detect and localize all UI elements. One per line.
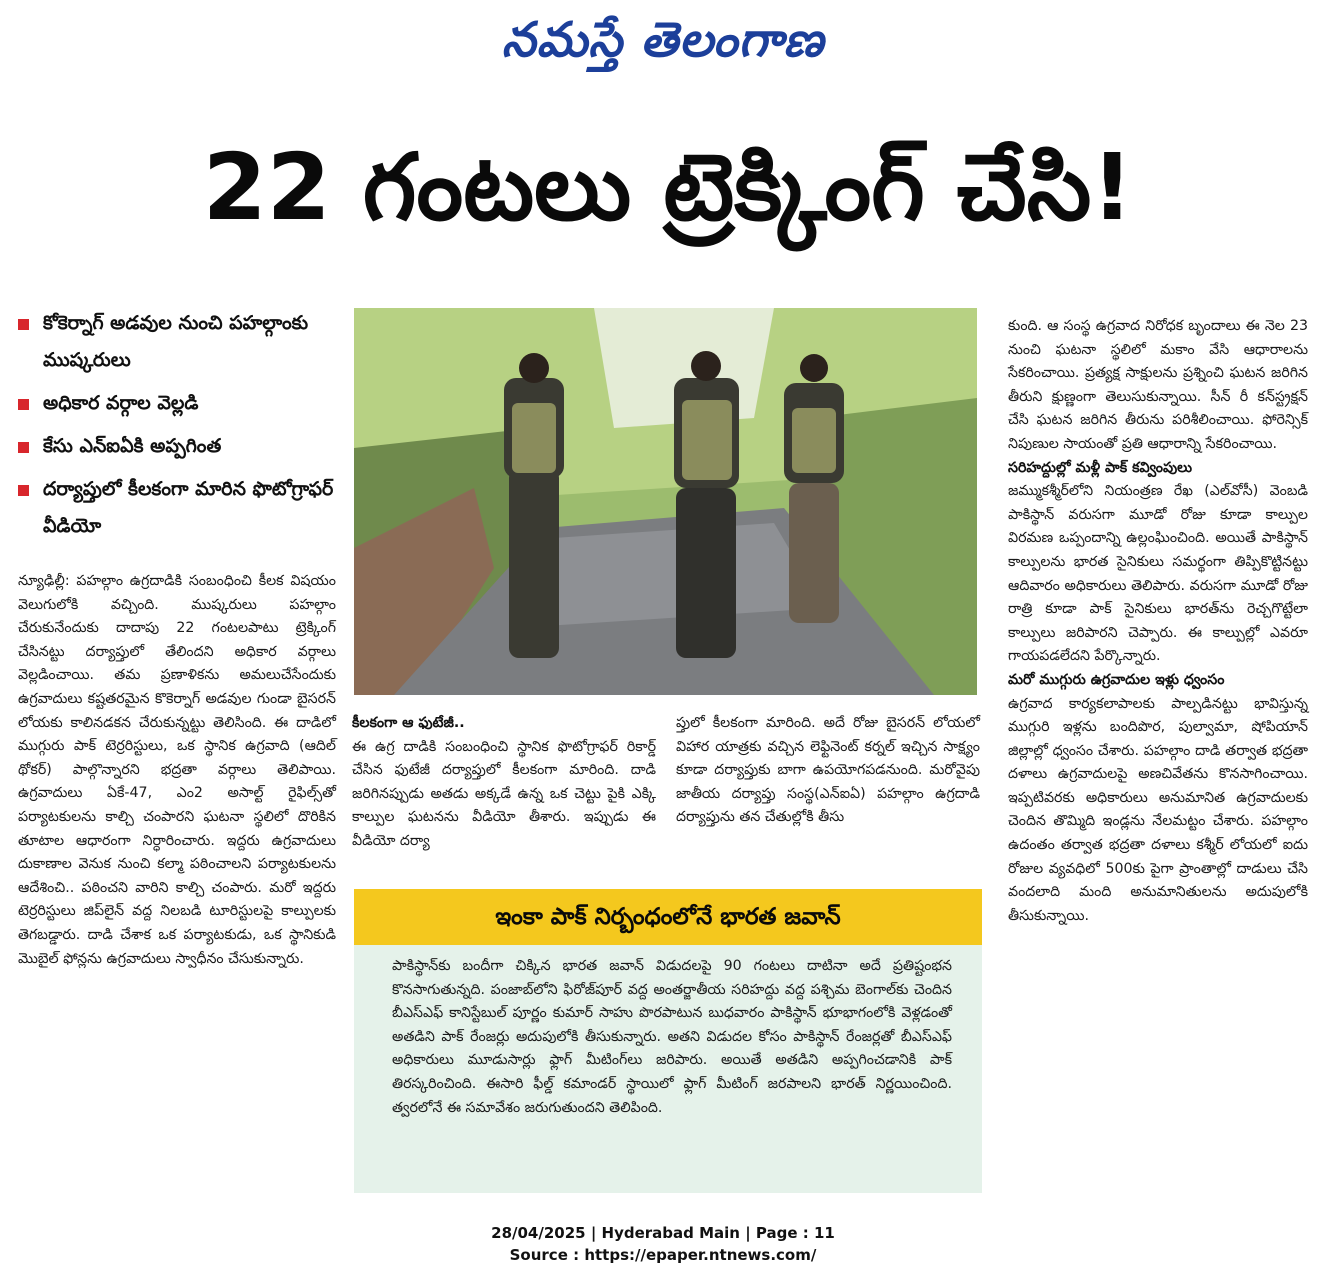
section-subhead: మరో ముగ్గురు ఉగ్రవాదుల ఇళ్లు ధ్వంసం	[1008, 671, 1225, 688]
bullet-text: కోకెర్నాగ్ అడవుల నుంచి పహల్గాంకు ముష్కరులు	[43, 312, 309, 371]
bullet-square-icon	[18, 442, 29, 453]
footer-source: Source : https://epaper.ntnews.com/	[509, 1246, 817, 1264]
article-body: ప్తులో కీలకంగా మారింది. అదే రోజు బైసరన్ లోయలో విహార యాత్రకు వచ్చిన లెఫ్టినెంట్ కర్నల్ ఇచ్చిన సాక్ష్యం కూడా దర్యాప్తుకు బాగా ఉపయోగపడనుంది. మరోవైపు జాతీయ దర్యాప్తు సంస్థ(ఎన్ఐఏ) పహల్గాం ఉగ్రదాడి దర్యాప్తును తన చేతుల్లోకి తీసు	[676, 715, 980, 826]
article-column-left	[18, 570, 336, 971]
article-column-mid2	[676, 712, 980, 830]
article-body: జమ్ముకశ్మీర్‌లోని నియంత్రణ రేఖ (ఎల్‌వోసీ) వెంబడి పాకిస్థాన్ వరుసగా మూడో రోజు కూడా కాల్పుల విరమణ ఒప్పందాన్ని ఉల్లంఘించింది. అయితే పాకిస్థాన్ కాల్పులను భారత సైనికులు సమర్థంగా తిప్పికొట్టినట్టు ఆదివారం అధికారులు తెలిపారు. వరుసగా మూడో రోజు రాత్రి కూడా పాక్ సైనికులు భారత్‌ను రెచ్చగొట్టేలా కాల్పులు జరిపారని చెప్పారు. ఈ కాల్పుల్లో ఎవరూ గాయపడలేదని పేర్కొన్నారు.	[1008, 483, 1308, 665]
bullet-list	[18, 305, 338, 551]
article-body: కుంది. ఆ సంస్థ ఉగ్రవాద నిరోధక బృందాలు ఈ నెల 23 నుంచి ఘటనా స్థలిలో మకాం వేసి ఆధారాలను సేకరించాయి. ప్రత్యక్ష సాక్షులను ప్రశ్నించి ఘటన జరిగిన తీరుని క్షుణ్ణంగా తెలుసుకున్నాయి. సీన్ రీ కన్‌స్ట్రక్షన్ చేసి ఘటన జరిగిన తీరును పరిశీలించాయి. ఫోరెన్సిక్ నిపుణుల సాయంతో ప్రతి ఆధారాన్ని సేకరించాయి.	[1008, 318, 1308, 452]
news-photo	[354, 308, 977, 695]
bullet-item	[18, 305, 338, 379]
headline: 22 గంటలు ట్రెక్కింగ్ చేసి!	[202, 134, 1134, 241]
article-body: ఉగ్రవాద కార్యకలాపాలకు పాల్పడినట్టు భావిస్తున్న ముగ్గురి ఇళ్లను బందిపొర, పుల్వామా, షోపియాన్ జిల్లాల్లో ధ్వంసం చేశారు. పహల్గాం దాడి తర్వాత భద్రతా దళాలు ఉగ్రవాదులపై అణచివేతను కొనసాగించాయి. ఇప్పటివరకు అధికారులు అనుమానిత ఉగ్రవాదులకు చెందిన తొమ్మిది ఇండ్లను నేలమట్టం చేశారు. పహల్గాం ఉదంతం తర్వాత భద్రతా దళాలు కశ్మీర్ లోయలో ఐదు రోజుల వ్యవధిలో 500కు పైగా ప్రాంతాల్లో దాడులు చేసి వందలాది మంది అనుమానితులను అదుపులోకి తీసుకున్నాయి.	[1008, 695, 1308, 924]
sidebar-box-title: ఇంకా పాక్ నిర్బంధంలోనే భారత జవాన్	[354, 889, 982, 945]
article-body: ఈ ఉగ్ర దాడికి సంబంధించి స్థానిక ఫొటోగ్రాఫర్ రికార్డ్ చేసిన ఫుటేజీ దర్యాప్తులో కీలకంగా మారింది. దాడి జరిగినప్పుడు అతడు అక్కడే ఉన్న ఒక చెట్టు పైకి ఎక్కి కాల్పుల ఘటనను వీడియో తీశారు. ఇప్పుడు ఈ వీడియో దర్యా	[352, 738, 656, 849]
section-subhead: సరిహద్దుల్లో మళ్లీ పాక్ కవ్వింపులు	[1008, 459, 1193, 476]
bullet-text: దర్యాప్తులో కీలకంగా మారిన ఫొటోగ్రాఫర్ వీడియో	[43, 478, 334, 537]
article-body: న్యూఢిల్లీ: పహల్గాం ఉగ్రదాడికి సంబంధించి కీలక విషయం వెలుగులోకి వచ్చింది. ముష్కరులు పహల్గాం చేరుకునేందుకు దాదాపు 22 గంటలపాటు ట్రెక్కింగ్ చేసినట్టు దర్యాప్తులో తేలిందని అధికార వర్గాలు వెల్లడించాయి. తమ ప్రణాళికను అమలుచేసేందుకు ఉగ్రవాదులు కష్టతరమైన కొకెర్నాగ్ అడవుల గుండా బైసరన్ లోయకు కాలినడకన చేరుకున్నట్టు తెలిసింది. ఈ దాడిలో ముగ్గురు పాక్ టెర్రరిస్టులు, ఒక స్థానిక ఉగ్రవాది (ఆదిల్ థోకర్) పాల్గొన్నారని భద్రతా వర్గాలు తెలిపాయి. ఉగ్రవాదులు ఏకే-47, ఎం2 అసాల్ట్ రైఫిల్స్‌తో పర్యాటకులను కాల్చి చంపారని ఘటనా స్థలిలో దొరికిన తూటాల ఆధారంగా నిర్ధారించారు. ఇద్దరు ఉగ్రవాదులు దుకాణాల వెనుక నుంచి కల్మా పఠించాలని పర్యాటకులను ఆదేశించి.. పఠించని వారిని కాల్చి చంపారు. మరో ఇద్దరు టెర్రరిస్టులు జిప్‌లైన్ వద్ద నిలబడి టూరిస్టులపై కాల్పులకు తెగబడ్డారు. దాడి చేశాక ఒక పర్యాటకుడు, ఒక స్థానికుడి మొబైల్ ఫోన్లను ఉగ్రవాదులు స్వాధీనం చేసుకున్నారు.	[18, 573, 336, 967]
bullet-item	[18, 471, 338, 545]
bullet-square-icon	[18, 485, 29, 496]
footer-date-edition: 28/04/2025 | Hyderabad Main | Page : 11	[491, 1224, 835, 1242]
page-footer	[0, 1222, 1326, 1266]
sidebar-box-body: పాకిస్థాన్‌కు బందీగా చిక్కిన భారత జవాన్ విడుదలపై 90 గంటలు దాటినా అదే ప్రతిష్టంభన కొనసాగుతున్నది. పంజాబ్‌లోని ఫిరోజ్‌పూర్ వద్ద అంతర్జాతీయ సరిహద్దు వద్ద పశ్చిమ బెంగాల్‌కు చెందిన బీఎస్ఎఫ్ కానిస్టేబుల్ పూర్ణం కుమార్ సాహు పొరపాటున బుధవారం పాకిస్థాన్ భూభాగంలోకి వెళ్లడంతో అతడిని పాక్ రేంజర్లు అదుపులోకి తీసుకున్నారు. అతని విడుదల కోసం పాకిస్థాన్ రేంజర్లతో బీఎస్ఎఫ్ అధికారులు మూడుసార్లు ఫ్లాగ్ మీటింగ్‌లు జరిపారు. అయితే అతడిని అప్పగించడానికి పాక్ తిరస్కరించింది. ఈసారి ఫీల్డ్ కమాండర్ స్థాయిలో ఫ్లాగ్ మీటింగ్ జరపాలని భారత్ నిర్ణయించింది. త్వరలోనే ఈ సమావేశం జరుగుతుందని తెలిపింది.	[354, 945, 982, 1193]
section-subhead: కీలకంగా ఆ ఫుటేజీ..	[352, 715, 465, 731]
bullet-square-icon	[18, 399, 29, 410]
bullet-square-icon	[18, 319, 29, 330]
masthead-logo: నమస్తే తెలంగాణ	[501, 12, 825, 68]
bullet-item	[18, 385, 338, 422]
bullet-text: కేసు ఎన్ఐఏకి అప్పగింత	[43, 435, 222, 457]
soldiers-on-road-image	[354, 308, 977, 695]
article-column-mid1	[352, 712, 656, 854]
bullet-text: అధికార వర్గాల వెల్లడి	[43, 392, 199, 414]
bullet-item	[18, 428, 338, 465]
article-column-right	[1008, 315, 1308, 928]
